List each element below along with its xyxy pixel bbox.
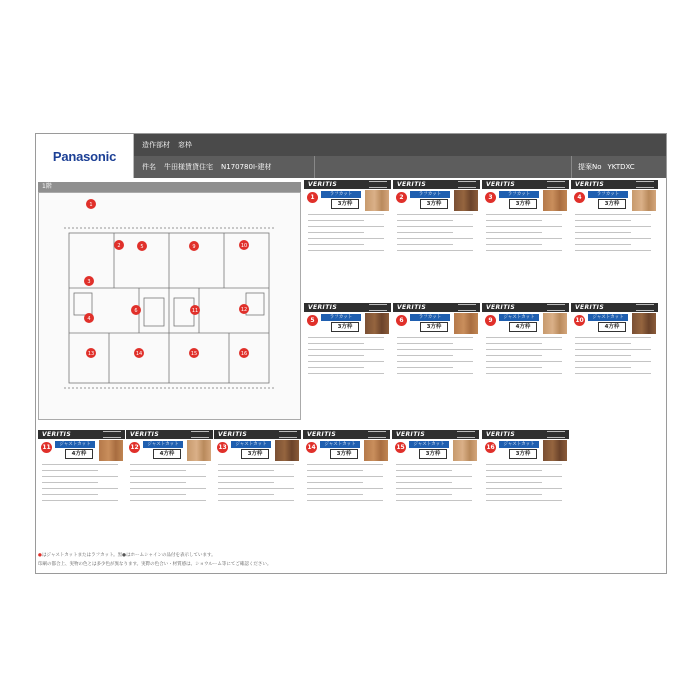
card-number-badge: 1 (307, 192, 318, 203)
wood-color-swatch (99, 440, 123, 461)
card-meta (279, 431, 297, 438)
marker-legend: ● (38, 553, 42, 558)
plan-marker (114, 240, 124, 250)
card-brand: VERITIS (486, 431, 516, 438)
footnote-line-2: 印刷の都合上、実物の色とは多少色が異なります。実際の色合い・材質感は、ショウルーム等にてご確認ください。 (38, 562, 272, 567)
spec-text-block (575, 214, 655, 256)
cut-type-tag: ジャストカット (143, 441, 183, 448)
frame-type-label: 3方枠 (598, 199, 626, 209)
wood-color-swatch (543, 190, 567, 211)
wood-color-swatch (454, 190, 478, 211)
card-number-badge: 2 (396, 192, 407, 203)
logo-box (36, 134, 134, 178)
plan-marker (189, 348, 199, 358)
cut-type-tag: ジャストカット (55, 441, 95, 448)
cut-type-tag: ラフカット (410, 314, 450, 321)
product-card (571, 303, 658, 413)
card-brand: VERITIS (397, 304, 427, 311)
card-brand: VERITIS (130, 431, 160, 438)
svg-text:16: 16 (240, 351, 248, 357)
card-meta (368, 431, 386, 438)
footnote-line-1: はジャストカットまたはラフカット。黒●はホームシャインの品付を表示しています。 (41, 553, 216, 558)
frame-type-label: 4方枠 (65, 449, 93, 459)
wood-color-swatch (365, 190, 389, 211)
card-brand: VERITIS (308, 304, 338, 311)
spec-text-block (486, 337, 566, 379)
svg-text:15: 15 (190, 351, 198, 357)
spec-text-block (308, 337, 388, 379)
card-brand-bar (482, 430, 569, 439)
card-brand: VERITIS (396, 431, 426, 438)
plan-marker (239, 348, 249, 358)
spec-text-block (130, 464, 210, 506)
plan-marker (86, 348, 96, 358)
svg-text:3: 3 (87, 279, 91, 285)
card-meta (458, 304, 476, 311)
svg-text:12: 12 (240, 307, 248, 313)
card-brand: VERITIS (575, 304, 605, 311)
plan-marker (239, 240, 249, 250)
frame-type-label: 3方枠 (419, 449, 447, 459)
card-number-badge: 3 (485, 192, 496, 203)
card-brand: VERITIS (397, 181, 427, 188)
wood-color-swatch (364, 440, 388, 461)
floor-plan-drawing (39, 193, 300, 419)
product-card (393, 303, 480, 413)
card-number-badge: 5 (307, 315, 318, 326)
card-brand: VERITIS (575, 181, 605, 188)
spec-text-block (42, 464, 122, 506)
card-brand-bar (214, 430, 301, 439)
svg-text:13: 13 (87, 351, 95, 357)
project-name: 牛田様賃貸住宅 (164, 163, 213, 171)
wood-color-swatch (454, 313, 478, 334)
card-meta (636, 181, 654, 188)
project-label: 件名 (142, 163, 156, 171)
product-card (482, 303, 569, 413)
category-label: 造作部材 (142, 141, 170, 149)
project-code: N170780I-建材 (221, 163, 272, 171)
plan-marker (239, 304, 249, 314)
panasonic-logo: Panasonic (52, 148, 117, 164)
spec-text-block (396, 464, 476, 506)
card-number-badge: 4 (574, 192, 585, 203)
card-meta (547, 181, 565, 188)
floor-plan (38, 192, 301, 420)
frame-type-label: 3方枠 (509, 199, 537, 209)
subcategory-label: 窓枠 (178, 141, 192, 149)
proposal-number: YKTDXC (607, 163, 635, 171)
card-brand-bar (38, 430, 125, 439)
plan-marker (137, 241, 147, 251)
card-meta (457, 431, 475, 438)
card-number-badge: 13 (218, 444, 227, 451)
svg-text:4: 4 (87, 316, 91, 322)
wood-color-swatch (453, 440, 477, 461)
card-number-badge: 12 (130, 444, 139, 451)
category-row (134, 134, 666, 156)
card-brand-bar (304, 180, 391, 189)
frame-type-label: 3方枠 (420, 322, 448, 332)
wood-color-swatch (543, 440, 567, 461)
card-number-badge: 10 (575, 317, 584, 324)
card-brand-bar (482, 303, 569, 312)
svg-text:1: 1 (89, 202, 93, 208)
svg-text:11: 11 (191, 308, 199, 314)
card-brand-bar (126, 430, 213, 439)
frame-type-label: 3方枠 (241, 449, 269, 459)
product-card (38, 430, 125, 540)
plan-marker (190, 305, 200, 315)
wood-color-swatch (365, 313, 389, 334)
footnote-marker-note (38, 552, 216, 558)
spec-text-block (397, 337, 477, 379)
plan-marker (134, 348, 144, 358)
product-card (393, 180, 480, 290)
spec-text-block (307, 464, 387, 506)
product-card (304, 303, 391, 413)
card-brand: VERITIS (42, 431, 72, 438)
cut-type-tag: ラフカット (321, 314, 361, 321)
card-number-badge: 6 (396, 315, 407, 326)
card-meta (369, 181, 387, 188)
card-number-badge: 16 (486, 444, 495, 451)
wood-color-swatch (275, 440, 299, 461)
product-card (482, 430, 569, 540)
product-card (303, 430, 390, 540)
svg-text:10: 10 (240, 243, 248, 249)
frame-type-label: 4方枠 (153, 449, 181, 459)
spec-text-block (575, 337, 655, 379)
cut-type-tag: ジャストカット (231, 441, 271, 448)
card-meta (103, 431, 121, 438)
wood-color-swatch (632, 313, 656, 334)
svg-text:14: 14 (135, 351, 143, 357)
svg-text:2: 2 (117, 243, 121, 249)
card-meta (369, 304, 387, 311)
card-brand: VERITIS (486, 181, 516, 188)
svg-text:6: 6 (134, 308, 138, 314)
header-spacer (314, 156, 571, 178)
wood-color-swatch (632, 190, 656, 211)
cut-type-tag: ジャストカット (588, 314, 628, 321)
card-brand-bar (571, 180, 658, 189)
spec-text-block (486, 214, 566, 256)
frame-type-label: 3方枠 (330, 449, 358, 459)
cut-type-tag: ジャストカット (320, 441, 360, 448)
product-card (126, 430, 213, 540)
card-brand-bar (393, 180, 480, 189)
cut-type-tag: ジャストカット (409, 441, 449, 448)
floor-label-bar: 1階 (38, 182, 301, 192)
plan-marker (84, 276, 94, 286)
project-row (134, 156, 666, 178)
card-brand: VERITIS (486, 304, 516, 311)
spec-text-block (397, 214, 477, 256)
plan-marker (189, 241, 199, 251)
card-brand: VERITIS (308, 181, 338, 188)
document-header (36, 134, 666, 178)
spec-text-block (218, 464, 298, 506)
card-brand-bar (482, 180, 569, 189)
card-brand-bar (571, 303, 658, 312)
plan-marker (86, 199, 96, 209)
frame-type-label: 3方枠 (331, 199, 359, 209)
card-brand: VERITIS (218, 431, 248, 438)
wood-color-swatch (543, 313, 567, 334)
svg-text:5: 5 (140, 244, 144, 250)
cut-type-tag: ラフカット (499, 191, 539, 198)
spec-text-block (486, 464, 566, 506)
frame-type-label: 3方枠 (509, 449, 537, 459)
frame-type-label: 3方枠 (331, 322, 359, 332)
plan-marker (84, 313, 94, 323)
cut-type-tag: ジャストカット (499, 314, 539, 321)
card-meta (458, 181, 476, 188)
product-card (304, 180, 391, 290)
card-meta (191, 431, 209, 438)
product-card (482, 180, 569, 290)
card-number-badge: 9 (485, 315, 496, 326)
card-brand-bar (393, 303, 480, 312)
card-brand-bar (392, 430, 479, 439)
product-card (392, 430, 479, 540)
card-number-badge: 15 (396, 444, 405, 451)
cut-type-tag: ジャストカット (499, 441, 539, 448)
card-brand-bar (304, 303, 391, 312)
product-card (571, 180, 658, 290)
frame-type-label: 4方枠 (509, 322, 537, 332)
proposal-label: 提案No (578, 163, 602, 171)
frame-type-label: 3方枠 (420, 199, 448, 209)
card-brand-bar (303, 430, 390, 439)
wood-color-swatch (187, 440, 211, 461)
card-meta (636, 304, 654, 311)
document-sheet (35, 133, 667, 574)
card-number-badge: 11 (42, 444, 51, 451)
frame-type-label: 4方枠 (598, 322, 626, 332)
cut-type-tag: ラフカット (588, 191, 628, 198)
plan-marker (131, 305, 141, 315)
cut-type-tag: ラフカット (321, 191, 361, 198)
card-brand: VERITIS (307, 431, 337, 438)
card-number-badge: 14 (307, 444, 316, 451)
cut-type-tag: ラフカット (410, 191, 450, 198)
product-card (214, 430, 301, 540)
svg-text:9: 9 (192, 244, 196, 250)
card-meta (547, 304, 565, 311)
card-meta (547, 431, 565, 438)
spec-text-block (308, 214, 388, 256)
